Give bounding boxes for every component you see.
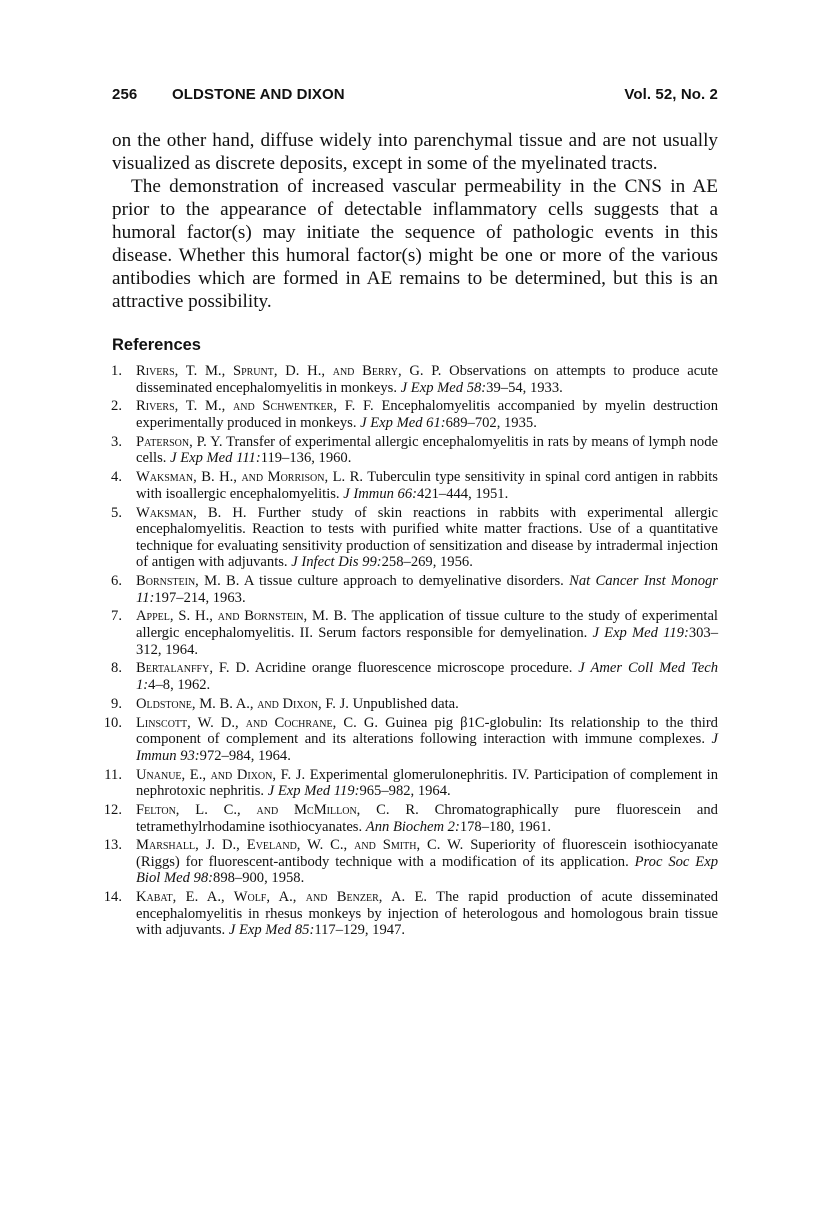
reference-number: 7.	[111, 608, 122, 625]
reference-authors: Felton, L. C., and McMillon, C. R.	[136, 801, 419, 818]
reference-title: Encephalomyelitis accompanied by myelin destruction experimentally produced in monkeys.	[136, 398, 719, 431]
reference-authors: Marshall, J. D., Eveland, W. C., and Smith, C. W.	[136, 837, 464, 854]
reference-item	[112, 363, 718, 396]
body-paragraph-2: The demonstration of increased vascular permeability in the CNS in AE prior to the appearance of detectable inflammatory cells suggests that a humoral factor(s) may initiate the sequence of pathologic events in this disease. Whether this humoral factor(s) might be one or more of the various antibodies which are formed in AE remains to be determined, but this is an attractive possibility.	[112, 176, 718, 312]
reference-item	[112, 660, 718, 693]
reference-journal: Proc Soc Exp Biol Med 98:	[136, 853, 718, 887]
reference-pages: 197–214, 1963.	[154, 589, 246, 606]
reference-journal: J Immun 66:	[343, 485, 418, 502]
reference-authors: Unanue, E., and Dixon, F. J.	[136, 766, 306, 783]
reference-title: Experimental glomerulonephritis. IV. Participation of complement in nephrotoxic nephritis.	[136, 766, 718, 800]
reference-item	[104, 766, 718, 800]
reference-pages: 421–444, 1951.	[417, 485, 509, 502]
reference-authors: Rivers, T. M., and Schwentker, F. F.	[136, 398, 374, 415]
reference-item	[103, 837, 719, 887]
reference-pages: 119–136, 1960.	[260, 450, 352, 467]
reference-number: 11.	[104, 766, 122, 783]
reference-pages: 4–8, 1962.	[148, 677, 211, 693]
reference-number: 2.	[111, 398, 122, 415]
reference-item	[112, 469, 718, 502]
reference-number: 13.	[103, 837, 122, 854]
reference-pages: 39–54, 1933.	[486, 379, 563, 396]
reference-title: Acridine orange fluorescence microscope procedure.	[254, 660, 573, 677]
reference-item	[112, 696, 718, 713]
reference-authors: Waksman, B. H.	[136, 504, 247, 521]
reference-authors: Oldstone, M. B. A., and Dixon, F. J.	[136, 695, 349, 712]
reference-item	[112, 505, 718, 571]
reference-title: The rapid production of acute disseminated encephalomyelitis in rhesus monkeys by injection of heterologous and homologous brain tissue with adjuvants.	[136, 889, 719, 939]
reference-authors: Waksman, B. H., and Morrison, L. R.	[136, 469, 364, 486]
reference-pages: 303–312, 1964.	[136, 625, 718, 658]
journal-page	[103, 86, 719, 941]
reference-journal: J Exp Med 58:	[400, 379, 487, 396]
reference-item	[103, 889, 719, 939]
reference-pages: 258–269, 1956.	[381, 554, 473, 571]
reference-number: 10.	[103, 714, 122, 731]
reference-title: Chromatographically pure fluorescein and tetramethylrhodamine isothiocyanates.	[136, 801, 718, 835]
reference-title: Further study of skin reactions in rabbits with experimental allergic encephalomyelitis. Reaction to tests with purified white matter fractions. Use of a quantitative technique for evaluating sensitivity production of sensitization and disease by intradermal injection of antigen with adjuvants.	[136, 504, 718, 571]
reference-number: 14.	[103, 889, 122, 906]
reference-item	[112, 398, 718, 431]
references-heading: References	[112, 336, 201, 354]
reference-title: Unpublished data.	[352, 695, 459, 712]
reference-pages: 972–984, 1964.	[199, 747, 291, 764]
reference-item	[112, 573, 718, 606]
reference-title: Tuberculin type sensitivity in spinal cord antigen in rabbits with isoallergic encephalomyelitis.	[136, 469, 718, 502]
reference-authors: Bornstein, M. B.	[136, 573, 240, 590]
reference-pages: 898–900, 1958.	[213, 870, 305, 887]
reference-authors: Bertalanffy, F. D.	[136, 660, 250, 677]
reference-journal: J Exp Med 85:	[228, 922, 315, 939]
reference-title: Superiority of fluorescein isothiocyanate (Riggs) for fluorescent-antibody technique with a modification of its application.	[136, 837, 719, 870]
reference-authors: Paterson, P. Y.	[136, 433, 223, 450]
reference-pages: 689–702, 1935.	[445, 414, 537, 431]
reference-number: 12.	[103, 801, 122, 818]
volume-issue: Vol. 52, No. 2	[624, 86, 718, 103]
reference-journal: J Immun 93:	[136, 731, 718, 764]
reference-journal: J Exp Med 111:	[170, 450, 261, 467]
reference-item	[112, 608, 718, 658]
reference-journal: J Exp Med 61:	[360, 414, 446, 431]
reference-number: 9.	[111, 695, 122, 712]
reference-pages: 965–982, 1964.	[359, 783, 451, 800]
reference-pages: 117–129, 1947.	[314, 922, 406, 939]
body-paragraph-1: on the other hand, diffuse widely into parenchymal tissue and are not usually visualized as discrete deposits, except in some of the myelinated tracts.	[112, 130, 718, 174]
reference-authors: Rivers, T. M., Sprunt, D. H., and Berry, G. P.	[136, 363, 442, 379]
reference-number: 3.	[111, 433, 122, 450]
reference-item	[103, 714, 718, 765]
reference-title: The application of tissue culture to the study of experimental allergic encephalomyelitis. II. Serum factors responsible for demyelination.	[136, 608, 718, 642]
running-header	[112, 86, 718, 106]
reference-title: Transfer of experimental allergic encephalomyelitis in rats by means of lymph node cells.	[136, 433, 718, 467]
reference-journal: Nat Cancer Inst Monogr 11:	[136, 573, 718, 606]
reference-number: 4.	[111, 469, 122, 486]
reference-pages: 178–180, 1961.	[459, 818, 552, 835]
reference-number: 8.	[111, 660, 122, 677]
reference-number: 1.	[111, 363, 122, 379]
reference-number: 6.	[111, 573, 122, 590]
reference-list	[103, 363, 719, 939]
reference-authors: Kabat, E. A., Wolf, A., and Benzer, A. E.	[136, 889, 428, 906]
reference-journal: J Infect Dis 99:	[291, 554, 382, 571]
reference-journal: J Exp Med 119:	[267, 783, 360, 800]
page-number: 256	[112, 86, 138, 103]
reference-authors: Appel, S. H., and Bornstein, M. B.	[136, 608, 347, 625]
reference-journal: Ann Biochem 2:	[365, 818, 460, 835]
reference-title: Observations on attempts to produce acute disseminated encephalomyelitis in monkeys.	[136, 363, 718, 396]
reference-number: 5.	[111, 504, 122, 521]
reference-title: A tissue culture approach to demyelinative disorders.	[243, 573, 564, 590]
reference-authors: Linscott, W. D., and Cochrane, C. G.	[136, 714, 379, 731]
reference-item	[103, 801, 718, 835]
reference-journal: J Amer Coll Med Tech 1:	[136, 660, 718, 693]
reference-item	[112, 434, 718, 467]
running-title: OLDSTONE AND DIXON	[172, 86, 345, 103]
reference-journal: J Exp Med 119:	[592, 625, 689, 642]
reference-title: Guinea pig β1C-globulin: Its relationship to the third component of complement and its alterations following interaction with immune complexes.	[136, 714, 718, 748]
